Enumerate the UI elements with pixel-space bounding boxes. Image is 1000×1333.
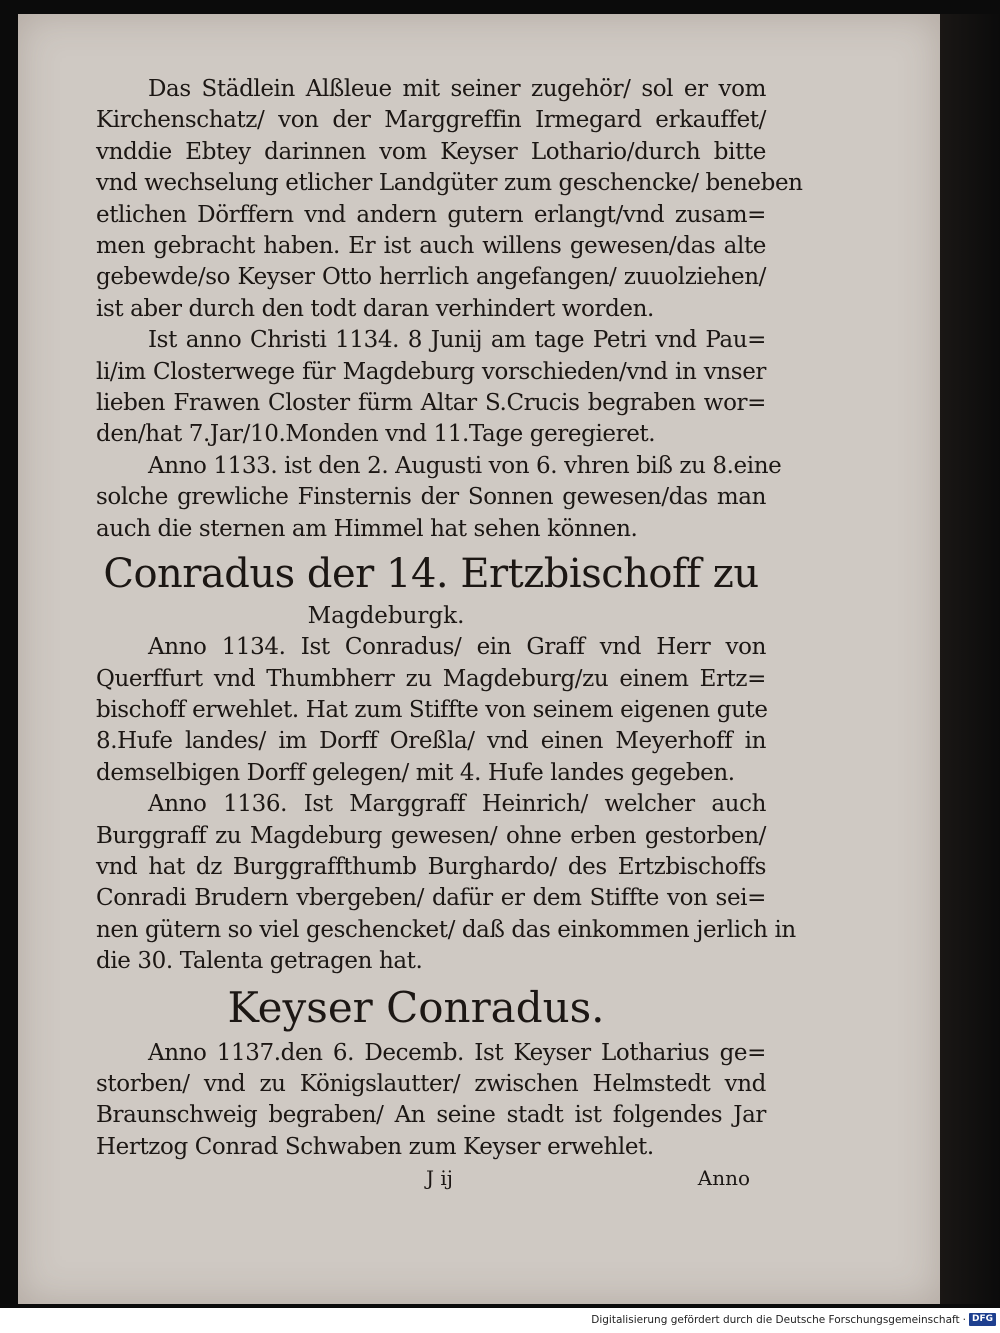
text-line: storben/ vnd zu Königslautter/ zwischen Helmstedt vnd xyxy=(96,1070,766,1097)
text-line: Braunschweig begraben/ An seine stadt ist folgendes Jar xyxy=(96,1102,766,1129)
dfg-logo-icon: DFG xyxy=(969,1313,996,1326)
text-line: etlichen Dörffern vnd andern gutern erlangt/vnd zusam= xyxy=(96,201,766,228)
page-text xyxy=(96,74,803,1193)
text-line: Hertzog Conrad Schwaben zum Keyser erwehlet. xyxy=(96,1133,654,1160)
paragraph xyxy=(96,74,803,325)
text-line: Anno 1133. ist den 2. Augusti von 6. vhren biß zu 8.eine xyxy=(148,452,782,479)
text-line: 8.Hufe landes/ im Dorff Oreßla/ vnd einen Meyerhoff in xyxy=(96,728,766,755)
paragraph xyxy=(96,789,796,977)
text-line: nen gütern so viel geschencket/ daß das einkommen jerlich in xyxy=(96,916,796,943)
section-heading: Conradus der 14. Ertzbischoff zu xyxy=(103,551,759,598)
text-line: vnd hat dz Burggraffthumb Burghardo/ des Ertzbischoffs xyxy=(96,853,766,880)
text-line: vnd wechselung etlicher Landgüter zum geschencke/ beneben xyxy=(96,170,803,197)
text-line: Anno 1134. Ist Conradus/ ein Graff vnd Herr von xyxy=(148,634,766,661)
text-line: Kirchenschatz/ von der Marggreffin Irmegard erkauffet/ xyxy=(96,107,766,134)
paragraph xyxy=(96,325,766,451)
text-line: gebewde/so Keyser Otto herrlich angefangen/ zuuolziehen/ xyxy=(96,264,766,291)
text-line: Querffurt vnd Thumbherr zu Magdeburg/zu einem Ertz= xyxy=(96,665,766,692)
text-line: vnddie Ebtey darinnen vom Keyser Lothario/durch bitte xyxy=(96,138,766,165)
paragraph xyxy=(96,451,782,545)
catchword: Anno xyxy=(697,1166,750,1191)
text-line: solche grewliche Finsternis der Sonnen gewesen/das man xyxy=(96,484,766,511)
section-heading: Keyser Conradus. xyxy=(227,982,605,1032)
text-line: die 30. Talenta getragen hat. xyxy=(96,948,423,975)
section-heading-continuation: Magdeburgk. xyxy=(307,603,465,630)
text-line: Ist anno Christi 1134. 8 Junij am tage Petri vnd Pau= xyxy=(148,327,766,354)
text-line: den/hat 7.Jar/10.Monden vnd 11.Tage geregieret. xyxy=(96,421,656,448)
book-page xyxy=(18,14,940,1304)
page-footer xyxy=(96,1163,766,1193)
book-gutter xyxy=(940,14,1000,1304)
text-line: Anno 1136. Ist Marggraff Heinrich/ welcher auch xyxy=(148,791,766,818)
text-line: Das Städlein Alßleue mit seiner zugehör/ sol er vom xyxy=(148,76,766,102)
text-line: demselbigen Dorff gelegen/ mit 4. Hufe landes gegeben. xyxy=(96,759,735,786)
text-line: auch die sternen am Himmel hat sehen können. xyxy=(96,515,638,542)
text-line: ist aber durch den todt daran verhindert worden. xyxy=(96,295,654,322)
paragraph xyxy=(96,1038,766,1164)
text-line: li/im Closterwege für Magdeburg vorschieden/vnd in vnser xyxy=(96,358,766,385)
text-line: Conradi Brudern vbergeben/ dafür er dem Stiffte von sei= xyxy=(96,885,766,912)
signature-mark: J ij xyxy=(426,1166,453,1191)
text-line: Anno 1137.den 6. Decemb. Ist Keyser Lotharius ge= xyxy=(148,1039,766,1066)
digitization-credit: Digitalisierung gefördert durch die Deutsche Forschungsgemeinschaft · DFG xyxy=(591,1313,996,1326)
text-line: bischoff erwehlet. Hat zum Stiffte von seinem eigenen gute xyxy=(96,696,768,723)
text-line: Burggraff zu Magdeburg gewesen/ ohne erben gestorben/ xyxy=(96,822,766,849)
text-line: lieben Frawen Closter fürm Altar S.Crucis begraben wor= xyxy=(96,390,766,417)
credit-text: Digitalisierung gefördert durch die Deutsche Forschungsgemeinschaft xyxy=(591,1313,960,1326)
text-line: men gebracht haben. Er ist auch willens gewesen/das alte xyxy=(96,233,766,260)
paragraph xyxy=(96,632,766,789)
